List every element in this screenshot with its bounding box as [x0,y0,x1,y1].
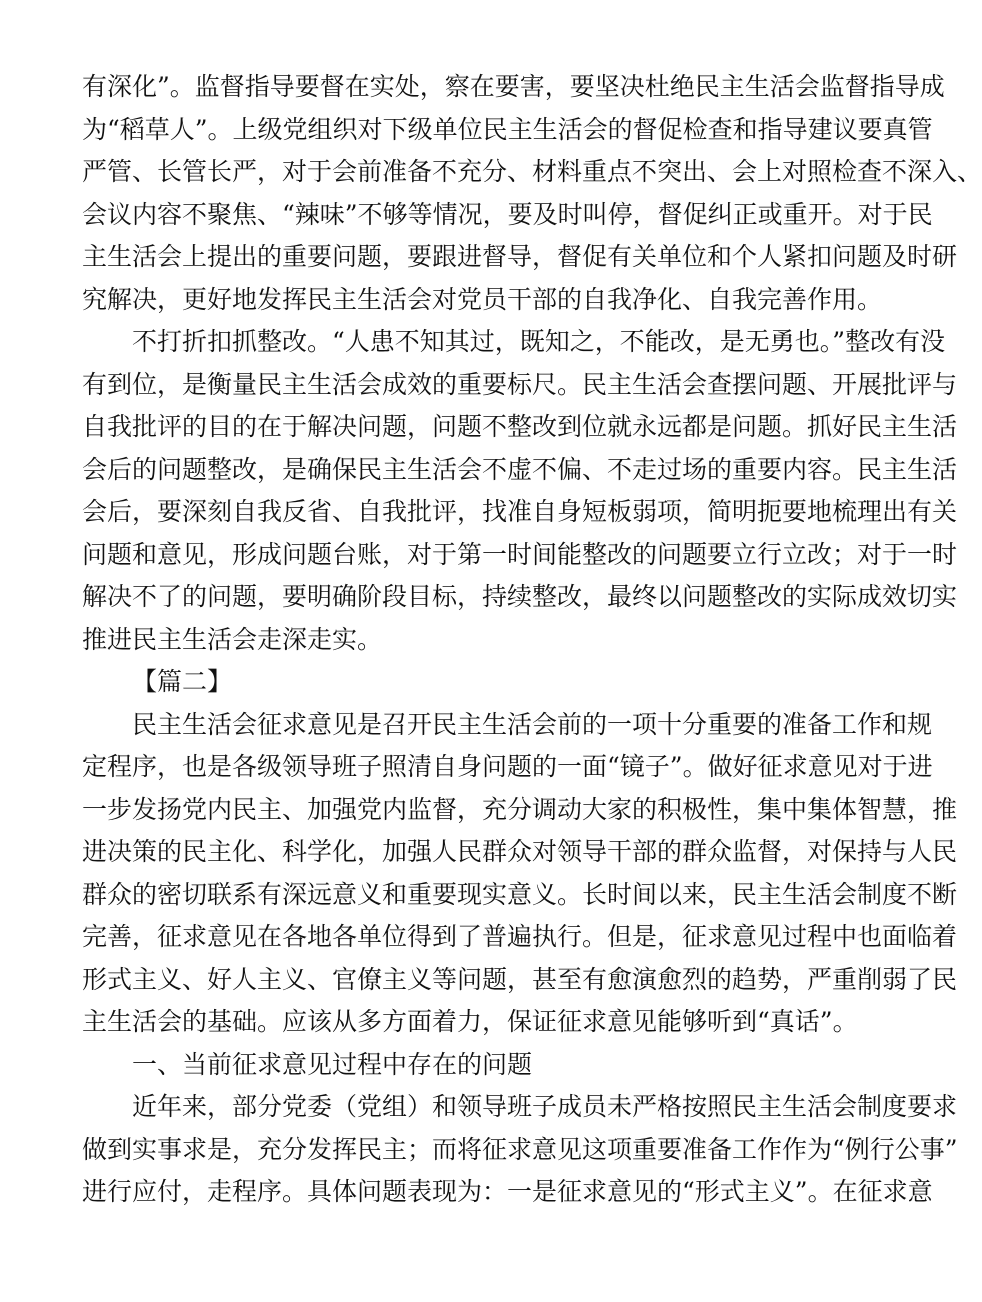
text-line-14: 推进民主生活会走深走实。 [82,624,383,654]
text-line-17: 定程序，也是各级领导班子照清自身问题的一面“镜子”。做好征求意见对于进 [82,752,933,781]
text-line-6: 究解决，更好地发挥民主生活会对党员干部的自我净化、自我完善作用。 [82,284,883,314]
subsection-heading: 一、当前征求意见过程中存在的问题 [132,1049,533,1079]
text-line-2: 为“稻草人”。上级党组织对下级单位民主生活会的督促检查和指导建议要真管 [82,114,933,144]
text-line-25: 近年来，部分党委（党组）和领导班子成员未严格按照民主生活会制度要求 [132,1092,958,1121]
text-line-12: 问题和意见，形成问题台账，对于第一时间能整改的问题要立行立改；对于一时 [82,539,958,569]
section-heading: 【篇二】 [132,667,233,696]
text-line-23: 主生活会的基础。应该从多方面着力，保证征求意见能够听到“真话”。 [82,1007,858,1036]
text-line-16: 民主生活会征求意见是召开民主生活会前的一项十分重要的准备工作和规 [132,709,933,739]
text-line-7: 不打折扣抓整改。“人患不知其过，既知之，不能改，是无勇也。”整改有没 [132,327,946,356]
text-line-27: 进行应付，走程序。具体问题表现为：一是征求意见的“形式主义”。在征求意 [82,1177,933,1206]
text-line-9: 自我批评的目的在于解决问题，问题不整改到位就永远都是问题。抓好民主生活 [82,412,958,441]
text-line-10: 会后的问题整改，是确保民主生活会不虚不偏、不走过场的重要内容。民主生活 [82,454,958,484]
text-line-26: 做到实事求是，充分发挥民主；而将征求意见这项重要准备工作作为“例行公事” [82,1134,958,1164]
text-line-20: 群众的密切联系有深远意义和重要现实意义。长时间以来，民主生活会制度不断 [82,879,958,909]
text-line-8: 有到位，是衡量民主生活会成效的重要标尺。民主生活会查摆问题、开展批评与 [82,369,958,399]
text-line-5: 主生活会上提出的重要问题，要跟进督导，督促有关单位和个人紧扣问题及时研 [82,242,958,271]
text-line-22: 形式主义、好人主义、官僚主义等问题，甚至有愈演愈烈的趋势，严重削弱了民 [82,964,958,994]
text-line-21: 完善，征求意见在各地各单位得到了普遍执行。但是，征求意见过程中也面临着 [82,922,958,951]
text-line-3: 严管、长管长严，对于会前准备不充分、材料重点不突出、会上对照检查不深入、 [82,157,982,186]
text-line-4: 会议内容不聚焦、“辣味”不够等情况，要及时叫停，督促纠正或重开。对于民 [82,199,933,229]
text-line-18: 一步发扬党内民主、加强党内监督，充分调动大家的积极性，集中集体智慧，推 [82,794,958,824]
text-line-1: 有深化”。监督指导要督在实处，察在要害，要坚决杜绝民主生活会监督指导成 [82,72,945,101]
text-line-19: 进决策的民主化、科学化，加强人民群众对领导干部的群众监督，对保持与人民 [82,837,958,866]
text-line-11: 会后，要深刻自我反省、自我批评，找准自身短板弱项，简明扼要地梳理出有关 [82,497,958,526]
text-line-13: 解决不了的问题，要明确阶段目标，持续整改，最终以问题整改的实际成效切实 [82,582,958,611]
